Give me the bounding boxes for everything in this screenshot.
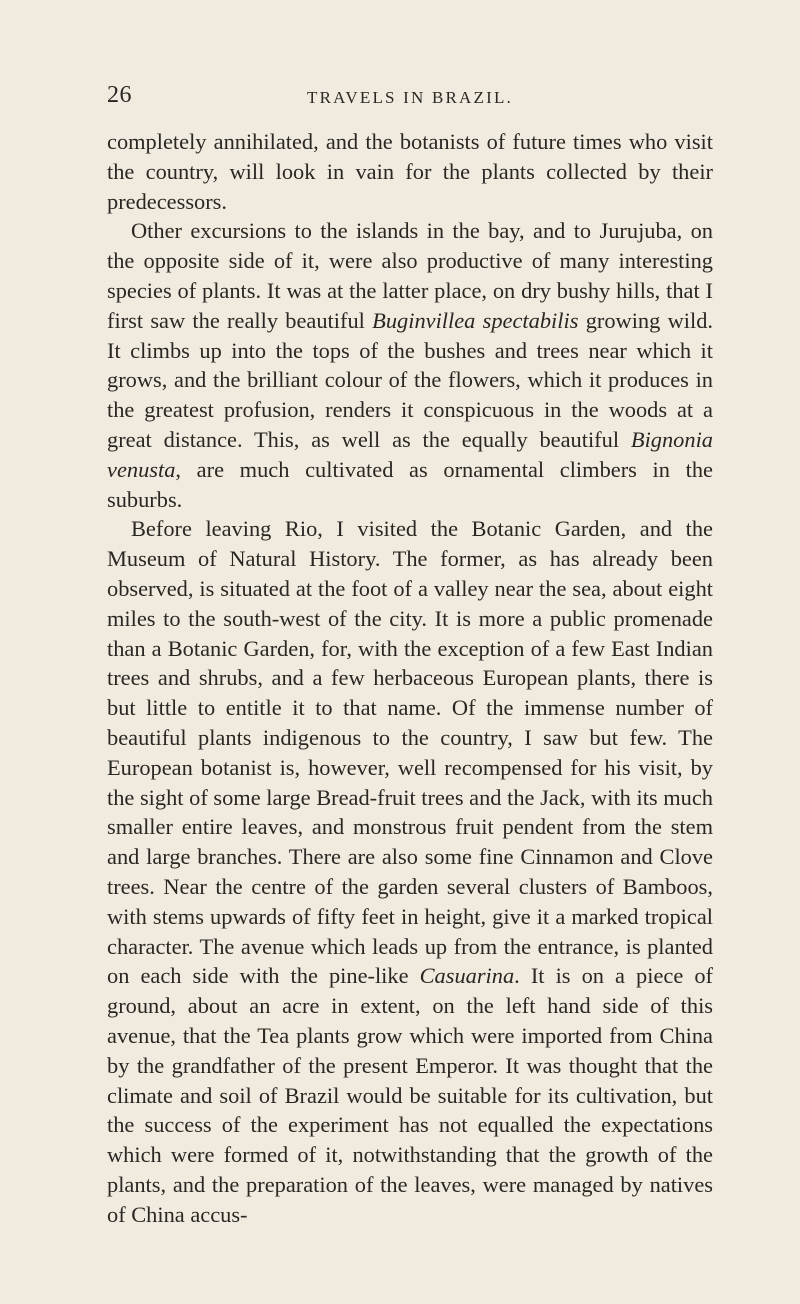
text-segment: growing wild. It climbs up into the tops of the bushes and trees near which it grows, and the brilliant colour of the flowers, which it produces in the greatest profusion, renders it conspicuous in the woods at a great distance. This, as well as the equally beautiful <box>107 307 713 452</box>
text-segment: Before leaving Rio, I visited the Botanic Garden, and the Museum of Natural History. The former, as has already been observed, is situated at the foot of a valley near the sea, about eight miles to the south-west of the city. It is more a public promenade than a Botanic Garden, for, with the exception of a few East Indian trees and shrubs, and a few herbaceous European plants, there is but little to entitle it to that name. Of the immense number of beautiful plants indigenous to the country, I saw but few. The European botanist is, however, well recompensed for his visit, by the sight of some large Bread-fruit trees and the Jack, with its much smaller entire leaves, and monstrous fruit pendent from the stem and large branches. There are also some fine Cinnamon and Clove trees. Near the centre of the garden several clusters of Bamboos, with stems upwards of fifty feet in height, give it a marked tropical character. The avenue which leads up from the entrance, is planted on each side with the pine-like <box>107 516 713 989</box>
paragraph <box>107 216 713 514</box>
page-number: 26 <box>107 82 132 108</box>
running-head: TRAVELS IN BRAZIL. <box>307 88 513 107</box>
text-segment: , are much cultivated as ornamental climbers in the suburbs. <box>107 456 713 512</box>
paragraph <box>107 514 713 1229</box>
text-segment: completely annihilated, and the botanists of future times who visit the country, will look in vain for the plants collected by their predecessors. <box>107 129 713 214</box>
italic-species-name: Casuarina <box>419 963 515 989</box>
page-header <box>107 82 713 112</box>
text-segment: Other excursions to the islands in the bay, and to Jurujuba, on the opposite side of it, were also productive of many interesting species of plants. It was at the latter place, on dry bushy hills, that I first saw the really beautiful <box>107 218 713 333</box>
italic-species-name: Bignonia venusta <box>107 426 713 482</box>
paragraph <box>107 127 713 216</box>
text-segment: . It is on a piece of ground, about an acre in extent, on the left hand side of this avenue, that the Tea plants grow which were imported from China by the grandfather of the present Emperor. It was thought that the climate and soil of Brazil would be suitable for its cultivation, but the success of the experiment has not equalled the expectations which were formed of it, notwithstanding that the growth of the plants, and the preparation of the leaves, were managed by natives of China accus- <box>107 963 713 1227</box>
body-text <box>107 127 713 1229</box>
italic-species-name: Buginvillea spectabilis <box>372 307 579 333</box>
